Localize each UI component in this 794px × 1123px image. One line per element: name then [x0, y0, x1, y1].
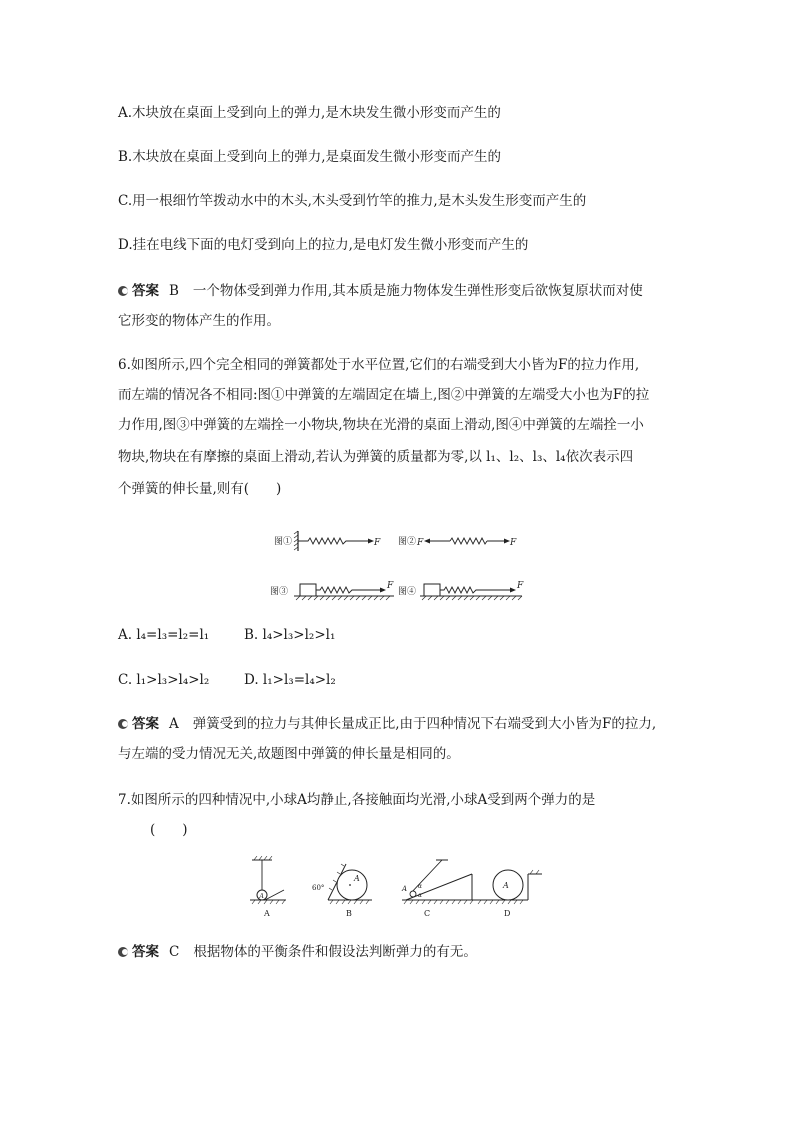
fig7-alpha-1: α — [418, 883, 423, 890]
fig7-ball-c: A — [402, 885, 408, 893]
answer-text: 一个物体受到弹力作用,其本质是施力物体发生弹性形变后欲恢复原状而对使 — [192, 283, 643, 299]
fig7-label-b: B — [346, 909, 352, 918]
q6-spring-figure — [268, 526, 530, 606]
fig-label-2: 图② — [398, 537, 417, 547]
answer-text: 弹簧受到的拉力与其伸长量成正比,由于四种情况下右端受到大小皆为F的拉力, — [192, 716, 657, 732]
fig-force-2a: F — [417, 538, 424, 548]
q6-stem-line4: 物块,物块在有摩擦的桌面上滑动,若认为弹簧的质量都为零,以 l₁、l₂、l₃、l₄依次表示四 — [118, 449, 634, 465]
q6-option-a: A. l₄=l₃=l₂=l₁ — [118, 627, 210, 643]
answer-text: 根据物体的平衡条件和假设法判断弹力的有无。 — [193, 944, 477, 960]
fig-force-3: F — [387, 581, 394, 591]
q5-option-c: C.用一根细竹竿拨动水中的木头,木头受到竹竿的推力,是木头发生形变而产生的 — [118, 193, 587, 209]
q6-option-c: C. l₁>l₃>l₄>l₂ — [118, 672, 210, 688]
q5-option-d: D.挂在电线下面的电灯受到向上的拉力,是电灯发生微小形变而产生的 — [118, 237, 529, 253]
q6-stem-line3: 力作用,图③中弹簧的左端拴一小物块,物块在光滑的桌面上滑动,图④中弹簧的左端拴一小 — [118, 417, 644, 433]
q5-option-b: B.木块放在桌面上受到向上的弹力,是桌面发生微小形变而产生的 — [118, 149, 502, 165]
answer-key: C — [169, 944, 180, 960]
q7-answer — [118, 942, 477, 962]
answer-badge-icon — [118, 286, 128, 296]
answer-badge-icon — [118, 719, 128, 729]
fig-label-1: 图① — [274, 537, 293, 547]
q6-option-d: D. l₁>l₃=l₄>l₂ — [244, 672, 336, 688]
answer-label: 答案 — [132, 716, 159, 732]
fig-label-3: 图③ — [270, 587, 289, 597]
fig7-label-c: C — [424, 909, 431, 918]
answer-key: B — [169, 283, 179, 299]
fig7-alpha-2: α — [418, 892, 423, 899]
q6-stem-line1: 6.如图所示,四个完全相同的弹簧都处于水平位置,它们的右端受到大小皆为F的拉力作用, — [118, 357, 640, 373]
q6-answer — [118, 714, 656, 734]
answer-label: 答案 — [132, 944, 159, 960]
fig-force-2b: F — [510, 538, 517, 548]
answer-key: A — [169, 716, 179, 732]
q6-stem-line2: 而左端的情况各不相同:图①中弹簧的左端固定在墙上,图②中弹簧的左端受大小也为F的拉 — [118, 387, 650, 403]
fig7-label-d: D — [504, 909, 511, 918]
q5-answer — [118, 281, 643, 301]
fig7-ball-d: A — [503, 881, 509, 890]
q6-option-b: B. l₄>l₃>l₂>l₁ — [244, 627, 336, 643]
fig7-angle: 60° — [312, 884, 325, 892]
fig-force-4: F — [517, 581, 524, 591]
q6-options-row1 — [118, 625, 335, 645]
q6-answer-cont: 与左端的受力情况无关,故题图中弹簧的伸长量是相同的。 — [118, 746, 460, 762]
q5-answer-cont: 它形变的物体产生的作用。 — [118, 313, 280, 329]
answer-label: 答案 — [132, 283, 159, 299]
fig7-label-a: A — [264, 909, 270, 918]
q6-stem-line5: 个弹簧的伸长量,则有( ) — [118, 481, 282, 497]
answer-badge-icon — [118, 947, 128, 957]
fig7-ball-b: A — [354, 874, 360, 883]
q7-stem-line1: 7.如图所示的四种情况中,小球A均静止,各接触面均光滑,小球A受到两个弹力的是 — [118, 792, 596, 808]
q7-ball-figure — [246, 856, 546, 922]
q7-stem-line2: ( ) — [150, 822, 188, 838]
fig-label-4: 图④ — [398, 587, 417, 597]
fig-force-1: F — [374, 538, 381, 548]
q6-options-row2 — [118, 670, 336, 690]
q5-option-a: A.木块放在桌面上受到向上的弹力,是木块发生微小形变而产生的 — [118, 105, 501, 121]
fig7-ball-a: A — [259, 893, 264, 900]
